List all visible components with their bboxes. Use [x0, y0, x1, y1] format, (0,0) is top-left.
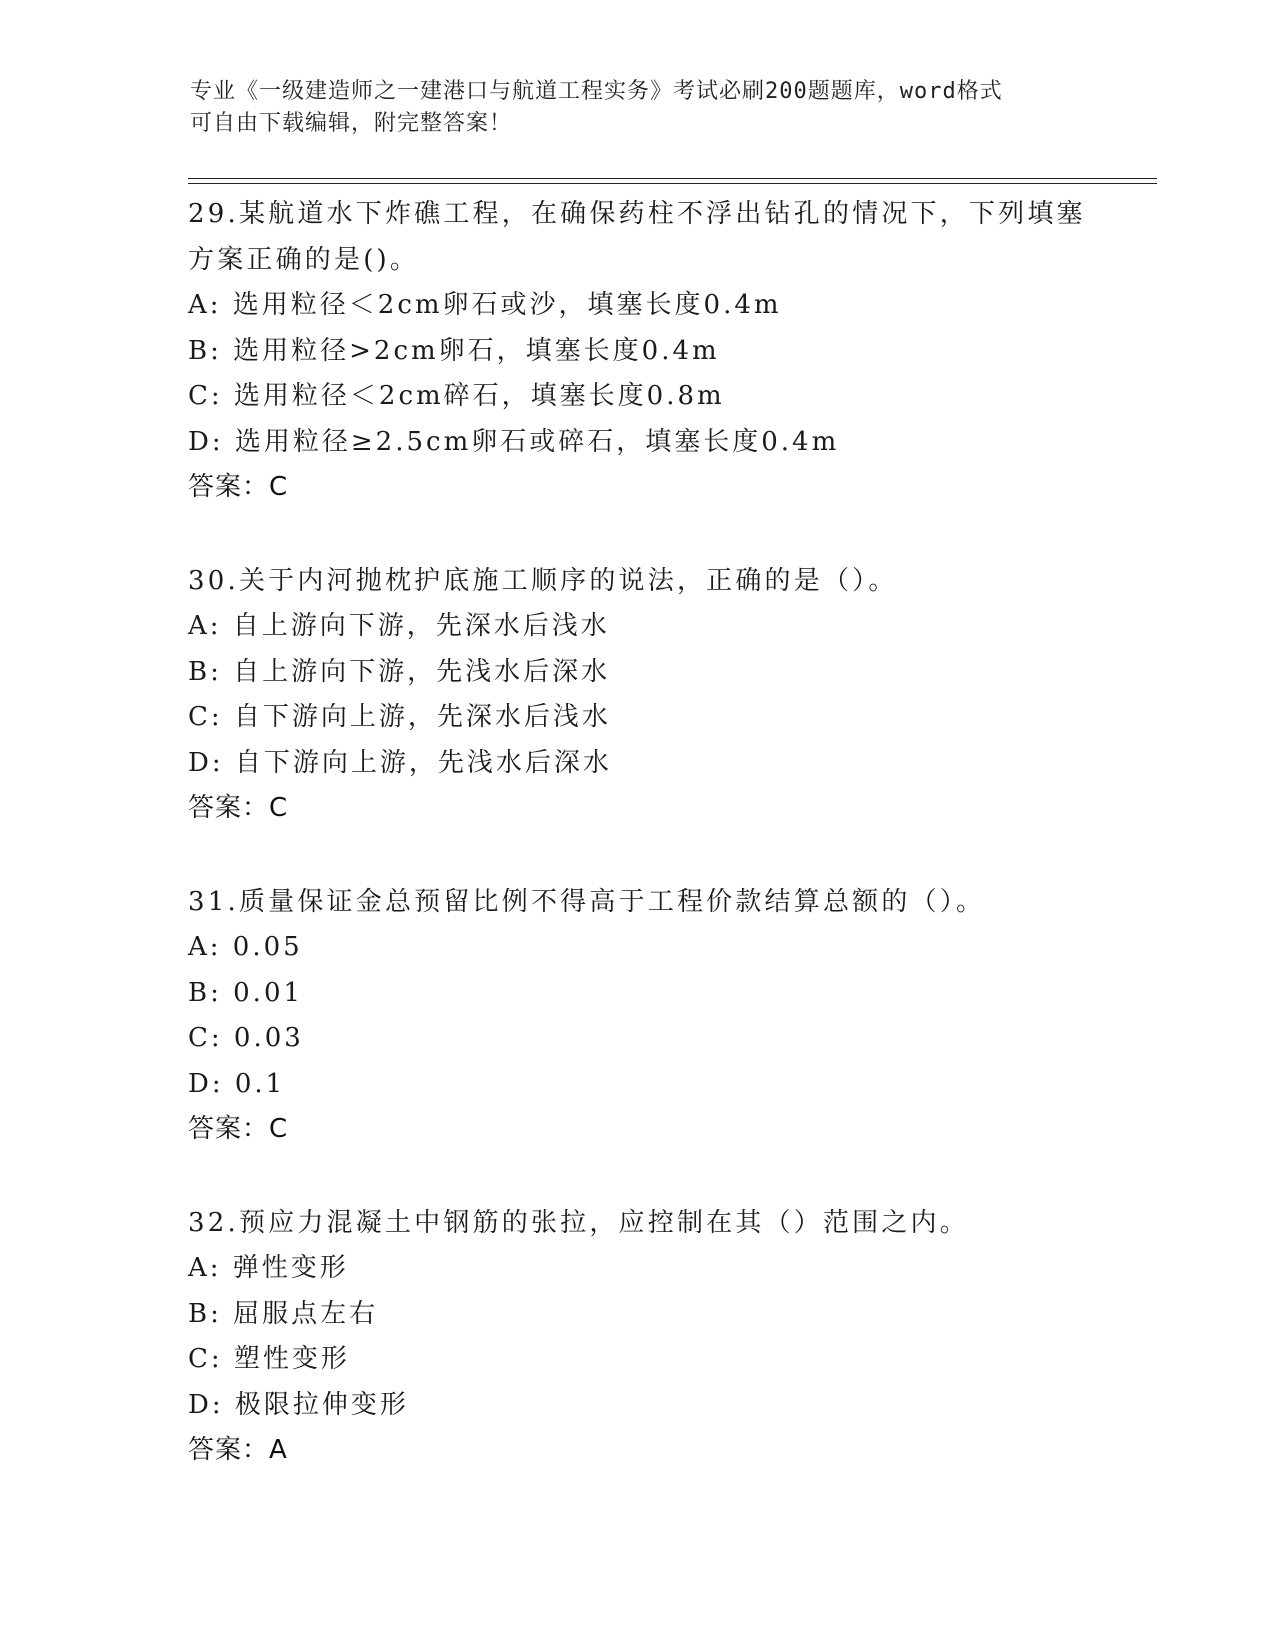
option-d: D: 选用粒径≥2.5cm卵石或碎石，填塞长度0.4m	[188, 426, 840, 457]
option-d: D: 极限拉伸变形	[188, 1389, 409, 1420]
option-d: D: 自下游向上游，先浅水后深水	[188, 747, 612, 778]
option-c: C: 自下游向上游，先深水后浅水	[188, 702, 611, 732]
question-stem	[188, 192, 1088, 283]
question-stem-line: 29.某航道水下炸礁工程，在确保药柱不浮出钻孔的情况下，下列填塞	[188, 199, 1086, 229]
option-b: B: 0.01	[188, 977, 304, 1008]
option-c: C: 塑性变形	[188, 1344, 350, 1374]
option-c: C: 0.03	[188, 1023, 304, 1053]
question-stem-line: 32.预应力混凝土中钢筋的张拉，应控制在其（）范围之内。	[188, 1207, 969, 1238]
question-stem	[188, 880, 1088, 926]
option-a: A: 选用粒径＜2cm卵石或沙，填塞长度0.4m	[188, 290, 782, 320]
header-divider-top	[188, 178, 1157, 179]
option-c: C: 选用粒径＜2cm碎石，填塞长度0.8m	[188, 381, 725, 411]
question-stem-line: 31.质量保证金总预留比例不得高于工程价款结算总额的（）。	[188, 886, 986, 917]
question-29	[188, 192, 1088, 511]
option-b: B: 屈服点左右	[188, 1298, 379, 1329]
option-a: A: 弹性变形	[188, 1253, 349, 1283]
option-a: A: 自上游向下游，先深水后浅水	[188, 611, 610, 641]
option-d: D: 0.1	[188, 1068, 286, 1099]
header-line-1: 专业《一级建造师之一建港口与航道工程实务》考试必刷200题题库，word格式	[190, 79, 1003, 104]
question-stem	[188, 1201, 1088, 1247]
question-31	[188, 880, 1088, 1153]
question-stem-line: 方案正确的是()。	[188, 244, 420, 275]
question-list	[188, 192, 1088, 1522]
question-stem-line: 30.关于内河抛枕护底施工顺序的说法，正确的是（）。	[188, 565, 898, 596]
option-a: A: 0.05	[188, 932, 303, 962]
header-divider-bottom	[188, 183, 1157, 184]
document-header	[190, 76, 1070, 140]
option-b: B: 选用粒径>2cm卵石，填塞长度0.4m	[188, 335, 720, 366]
answer-line: 答案：C	[188, 472, 289, 502]
question-32	[188, 1201, 1088, 1474]
answer-line: 答案：C	[188, 793, 289, 823]
answer-line: 答案：A	[188, 1435, 288, 1465]
header-line-2: 可自由下载编辑，附完整答案！	[190, 111, 513, 136]
answer-line: 答案：C	[188, 1114, 289, 1144]
question-30	[188, 559, 1088, 832]
option-b: B: 自上游向下游，先浅水后深水	[188, 656, 611, 687]
question-stem	[188, 559, 1088, 605]
